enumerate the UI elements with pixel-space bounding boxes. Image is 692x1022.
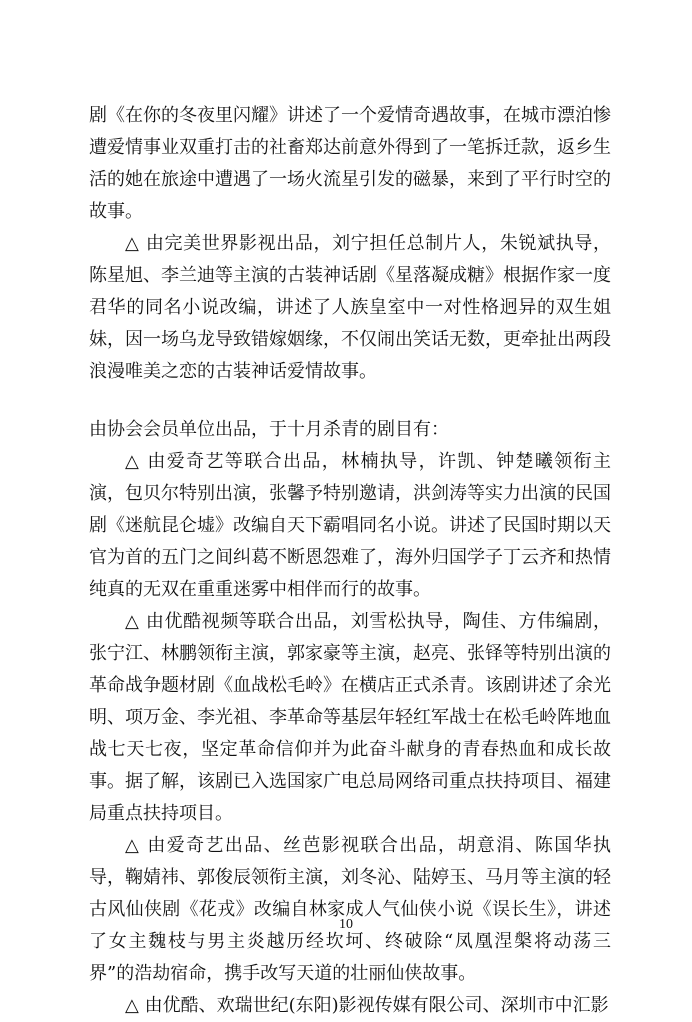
section-heading-october-wrapped: 由协会会员单位出品，于十月杀青的剧目有：: [89, 419, 449, 440]
paragraph-drama-mihang-kunlunxu: △ 由爱奇艺等联合出品，林楠执导，许凯、钟楚曦领衔主演，包贝尔特别出演，张馨予特别邀请，洪剑涛等实力出演的民国剧《迷航昆仑墟》改编自天下霸唱同名小说。讲述了民国时期以天官为首的五门之间纠葛不断恩怨难了，海外归国学子丁云齐和热情纯真的无双在重重迷雾中相伴而行的故事。: [89, 451, 611, 600]
document-body: [89, 100, 611, 1022]
paragraph-drama-xingluo: △ 由完美世界影视出品，刘宁担任总制片人，朱锐斌执导，陈星旭、李兰迪等主演的古装神话剧《星落凝成糖》根据作家一度君华的同名小说改编，讲述了人族皇室中一对性格迥异的双生姐妹，因一场乌龙导致错嫁姻缘，不仅闹出笑话无数，更牵扯出两段浪漫唯美之恋的古装神话爱情故事。: [89, 233, 611, 382]
paragraph-drama-winter-night-continued: 剧《在你的冬夜里闪耀》讲述了一个爱情奇遇故事，在城市漂泊惨遭爱情事业双重打击的社畜郑达前意外得到了一笔拆迁款，返乡生活的她在旅途中遭遇了一场火流星引发的磁暴，来到了平行时空的故事。: [89, 105, 611, 222]
paragraph-drama-xuezhan-songmaoling: △ 由优酷视频等联合出品，刘雪松执导，陶佳、方伟编剧，张宁江、林鹏领衔主演，郭家豪等主演，赵亮、张铎等特别出演的革命战争题材剧《血战松毛岭》在横店正式杀青。该剧讲述了余光明、项万金、李光祖、李革命等基层年轻红军战士在松毛岭阵地血战七天七夜，坚定革命信仰并为此奋斗献身的青春热血和成长故事。据了解，该剧已入选国家广电总局网络司重点扶持项目、福建局重点扶持项目。: [89, 611, 611, 824]
page-number: 10: [339, 917, 353, 932]
paragraph-youku-huanrui: △ 由优酷、欢瑞世纪(东阳)影视传媒有限公司、深圳市中汇影: [125, 995, 609, 1016]
paragraph-drama-huarong: △ 由爱奇艺出品、丝芭影视联合出品，胡意涓、陈国华执导，鞠婧祎、郭俊辰领衔主演，刘冬沁、陆婷玉、马月等主演的轻古风仙侠剧《花戎》改编自林家成人气仙侠小说《误长生》，讲述了女主魏枝与男主炎越历经坎坷、终破除“凤凰涅槃将动荡三界”的浩劫宿命，携手改写天道的壮丽仙侠故事。: [89, 835, 611, 984]
paragraph-gap: [89, 388, 611, 414]
